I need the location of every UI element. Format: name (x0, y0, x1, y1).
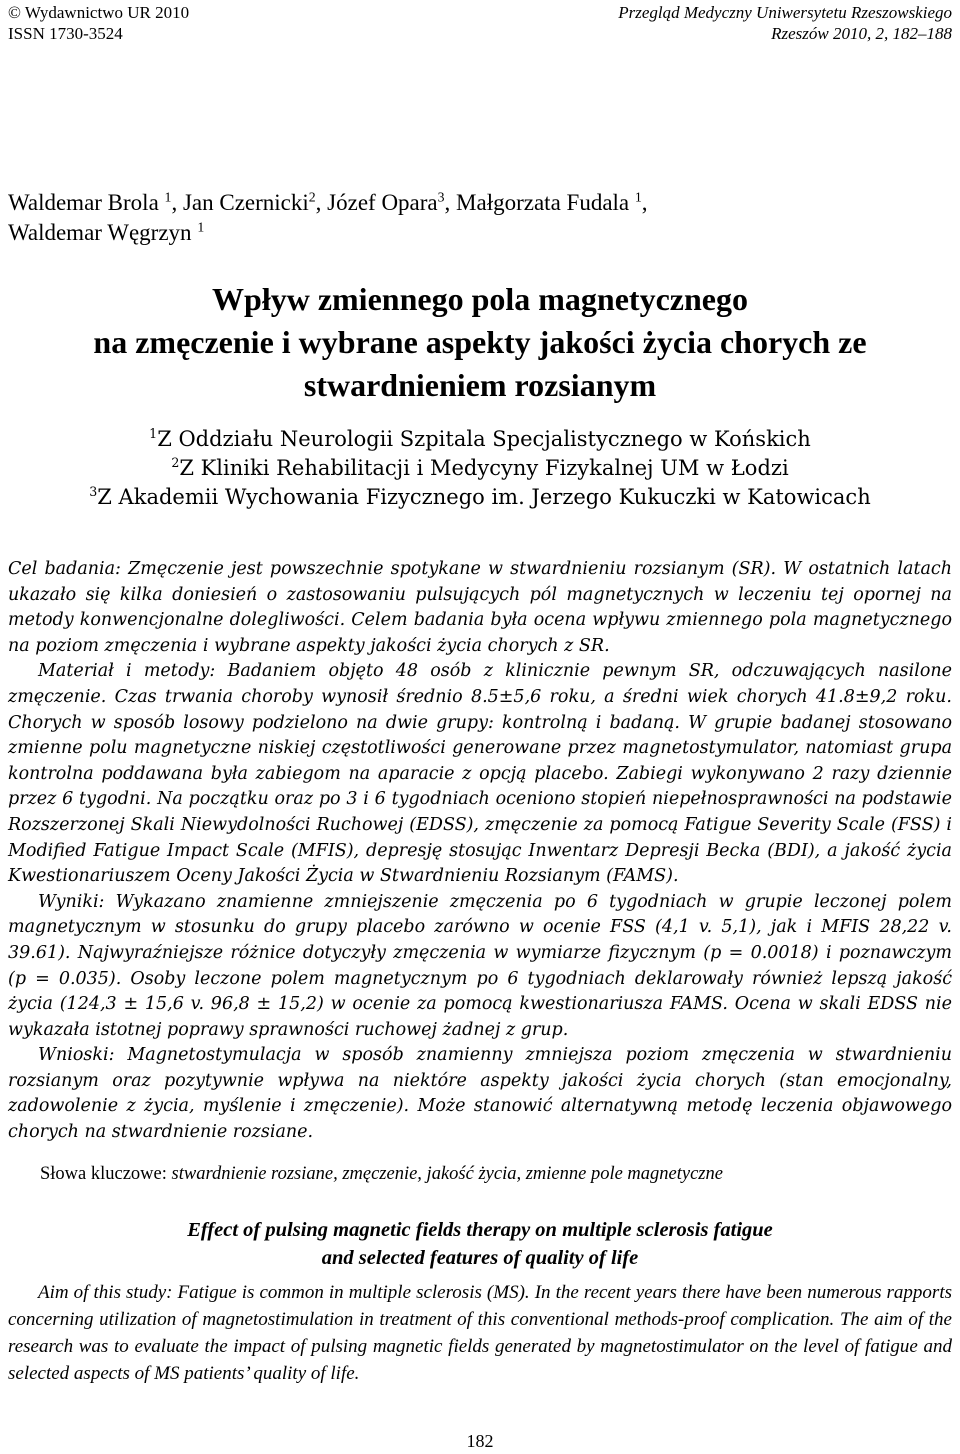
abstract-polish (8, 557, 952, 1146)
header-left (8, 2, 189, 44)
english-aim: Aim of this study: Fatigue is common in multiple sclerosis (MS). In the recent years there have been numerous rapports concerning utilization of magnetostimulation in treatment of this conventional methods-proof complication. The aim of the research was to evaluate the impact of pulsing magnetic fields generated by magnetostimulator on the level of fatigue and selected aspects of MS patients’ quality of life. (8, 1282, 952, 1384)
paper-title: Wpływ zmiennego pola magnetycznego na zmęczenie i wybrane aspekty jakości życia chorych ze stwardnieniem rozsianym (93, 281, 867, 403)
copyright: © Wydawnictwo UR 2010 (8, 3, 190, 22)
keywords (40, 1162, 952, 1187)
english-abstract (8, 1279, 952, 1387)
abstract-conclusions: Wnioski: Magnetostymulacja w sposób znamienny zmniejsza poziom zmęczenia w stwardnieniu rozsianym oraz pozytywnie wpływa na niektóre aspekty jakości życia chorych (stan emocjonalny, zadowolenie z życia, myślenie i zmęczenie). Może stanowić alternatywną metodę leczenia objawowego chorych na stwardnienie rozsiane. (8, 1045, 952, 1143)
journal-issue: Rzeszów 2010, 2, 182–188 (771, 24, 952, 43)
abstract-results: Wyniki: Wykazano znamienne zmniejszenie zmęczenia po 6 tygodniach w grupie leczonej polem magnetycznym w stosunku do grupy placebo zarówno w ocenie FSS (4,1 v. 5,1), jak i MFIS 28,22 v. 39.61). Najwyraźniejsze różnice dotyczyły zmęczenia w wymiarze fizycznym (p = 0.0018) i poznawczym (p = 0.035). Osoby leczone polem magnetycznym po 6 tygodniach deklarowały również lepszą jakość życia (124,3 ± 15,6 v. 96,8 ± 15,2) w ocenie za pomocą kwestionariusza FAMS. Ocena w skali EDSS nie wykazała istotnej poprawy sprawności ruchowej żadnej z grup. (8, 891, 952, 1040)
affiliations (0, 425, 960, 512)
abstract-aim: Cel badania: Zmęczenie jest powszechnie spotykane w stwardnieniu rozsianym (SR). W ostatnich latach ukazało się kilka doniesień o zastosowaniu pulsujących pól magnetycznych w leczeniu tej opornej na metody konwencjonalne dolegliwości. Celem badania była ocena wpływu zmiennego pola magnetycznego na poziom zmęczenia i wybrane aspekty jakości życia chorych z SR. (8, 559, 952, 656)
author: Józef Opara$^3$ (327, 189, 445, 215)
keywords-value: stwardnienie rozsiane, zmęczenie, jakość życia, zmienne pole magnetyczne (171, 1164, 723, 1184)
author: Waldemar Brola $^1$ (8, 189, 172, 215)
affiliation: $^1$Z Oddziału Neurologii Szpitala Specjalistycznego w Końskich (149, 426, 811, 451)
journal-name: Przegląd Medyczny Uniwersytetu Rzeszowskiego (618, 3, 952, 22)
keywords-label: Słowa kluczowe: (40, 1164, 167, 1184)
issn: ISSN 1730-3524 (8, 24, 123, 43)
author-list: Waldemar Brola $^1$, Jan Czernicki$^2$, Józef Opara$^3$, Małgorzata Fudala $^1$, Waldemar Węgrzyn $^1$ (8, 189, 648, 245)
affiliation: $^2$Z Kliniki Rehabilitacji i Medycyny Fizykalnej UM w Łodzi (171, 455, 789, 480)
author: Małgorzata Fudala $^1$ (456, 189, 642, 215)
author: Jan Czernicki$^2$ (182, 189, 316, 215)
author: Waldemar Węgrzyn $^1$ (8, 219, 205, 245)
english-title: Effect of pulsing magnetic fields therapy on multiple sclerosis fatigue and selected features of quality of life (187, 1219, 773, 1269)
affiliation: $^3$Z Akademii Wychowania Fizycznego im. Jerzego Kukuczki w Katowicach (89, 484, 871, 509)
abstract-methods: Materiał i metody: Badaniem objęto 48 osób z klinicznie pewnym SR, odczuwających nasilone zmęczenie. Czas trwania choroby wynosił średnio 8.5±5,6 roku, a średni wiek chorych 41.8±9,2 roku. Chorych w sposób losowy podzielono na dwie grupy: kontrolną i badaną. W grupie badanej stosowano zmienne polu magnetyczne niskiej częstotliwości generowane przez magnetostymulator, natomiast grupa kontrolna poddawana była zabiegom na aparacie z opcją placebo. Zabiegi wykonywano 2 razy dziennie przez 6 tygodni. Na początku oraz po 3 i 6 tygodniach oceniono stopień niepełnosprawności na podstawie Rozszerzonej Skali Niewydolności Ruchowej (EDSS), zmęczenie za pomocą Fatigue Severity Scale (FSS) i Modified Fatigue Impact Scale (MFIS), depresję stosując Inwentarz Depresji Becka (BDI), a jakość życia Kwestionariuszem Oceny Jakości Życia w Stwardnieniu Rozsianym (FAMS). (8, 661, 952, 887)
page-number: 182 (466, 1431, 494, 1451)
header-right (618, 2, 952, 44)
